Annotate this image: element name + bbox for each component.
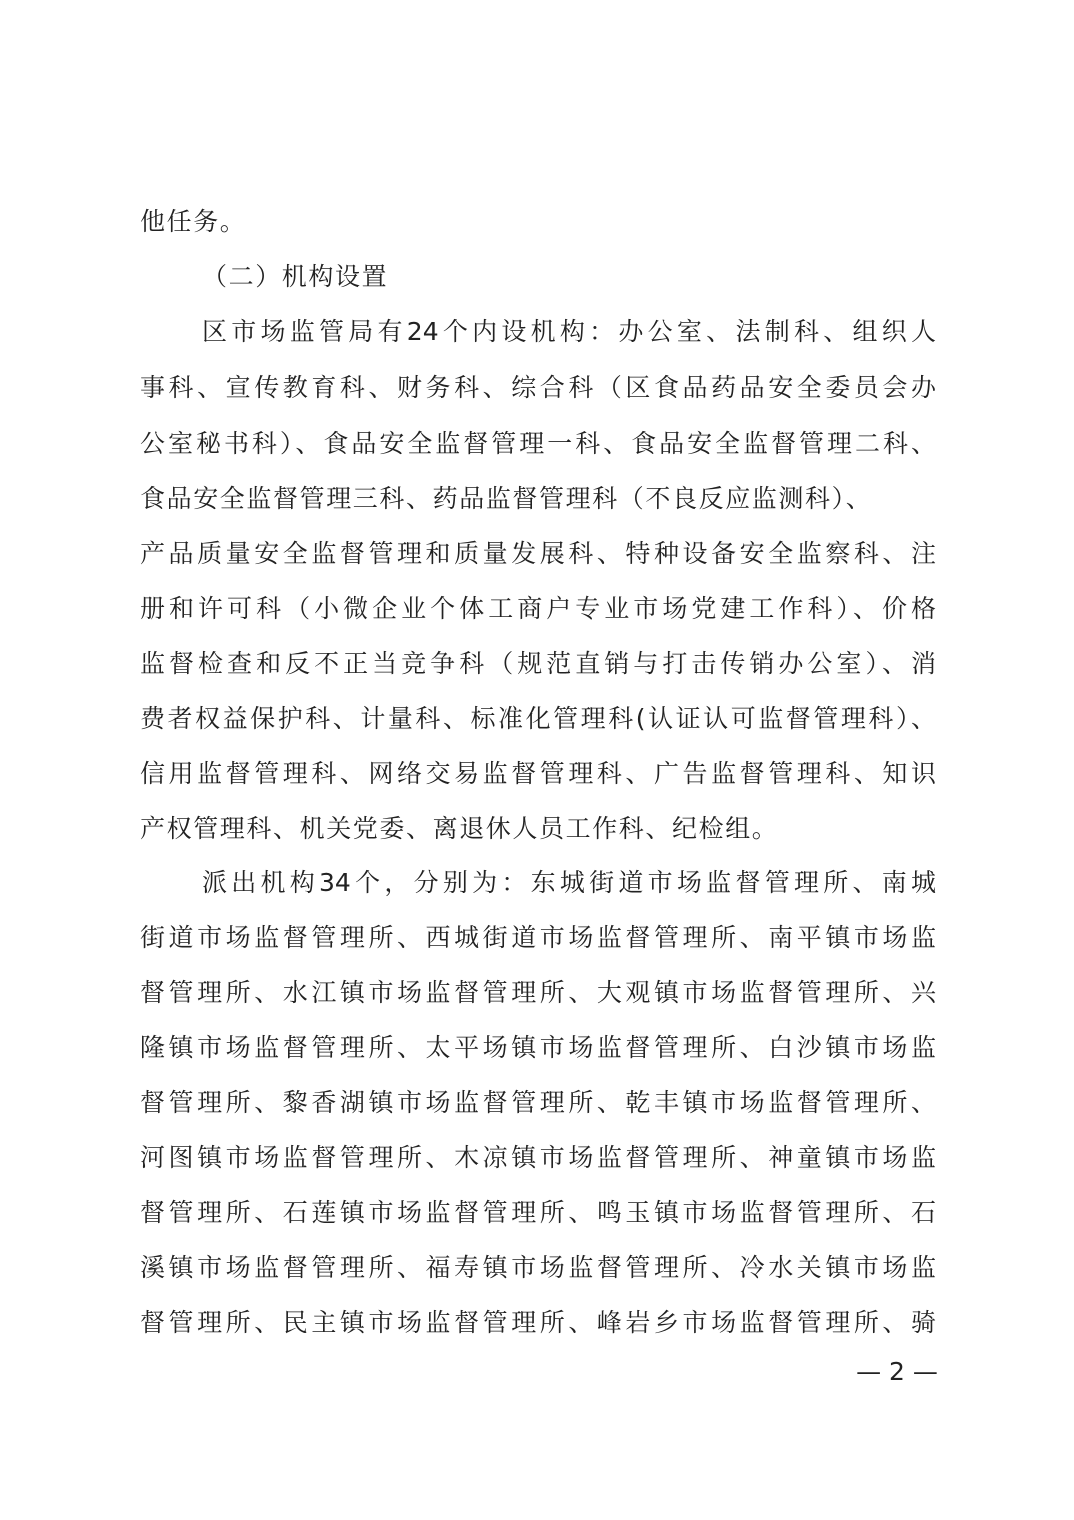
text-line: 隆镇市场监督管理所、太平场镇市场监督管理所、白沙镇市场监 xyxy=(140,1033,936,1062)
text-line: 公室秘书科）、食品安全监督管理一科、食品安全监督管理二科、 xyxy=(140,429,936,458)
text-line: 督管理所、民主镇市场监督管理所、峰岩乡市场监督管理所、骑 xyxy=(140,1308,936,1337)
text-line: 监督检查和反不正当竞争科（规范直销与打击传销办公室）、消 xyxy=(140,649,936,678)
text-line: 督管理所、石莲镇市场监督管理所、鸣玉镇市场监督管理所、石 xyxy=(140,1198,936,1227)
text-line: 溪镇市场监督管理所、福寿镇市场监督管理所、冷水关镇市场监 xyxy=(140,1253,936,1282)
text-line: 事科、宣传教育科、财务科、综合科（区食品药品安全委员会办 xyxy=(140,373,936,402)
text-line: 区市场监管局有24个内设机构：办公室、法制科、组织人 xyxy=(202,317,936,346)
text-line: 产品质量安全监督管理和质量发展科、特种设备安全监察科、注 xyxy=(140,539,936,568)
text-line: 督管理所、黎香湖镇市场监督管理所、乾丰镇市场监督管理所、 xyxy=(140,1088,936,1117)
text-line: 食品安全监督管理三科、药品监督管理科（不良反应监测科）、 xyxy=(140,484,873,513)
page-number: — 2 — xyxy=(856,1357,938,1386)
section-heading: （二）机构设置 xyxy=(202,262,389,291)
text-line: 派出机构34个，分别为：东城街道市场监督管理所、南城 xyxy=(202,868,936,897)
text-line: 产权管理科、机关党委、离退休人员工作科、纪检组。 xyxy=(140,814,779,843)
text-line: 费者权益保护科、计量科、标准化管理科(认证认可监督管理科）、 xyxy=(140,704,936,733)
text-line: 信用监督管理科、网络交易监督管理科、广告监督管理科、知识 xyxy=(140,759,936,788)
text-line: 街道市场监督管理所、西城街道市场监督管理所、南平镇市场监 xyxy=(140,923,936,952)
text-line: 河图镇市场监督管理所、木凉镇市场监督管理所、神童镇市场监 xyxy=(140,1143,936,1172)
text-line: 督管理所、水江镇市场监督管理所、大观镇市场监督管理所、兴 xyxy=(140,978,936,1007)
text-line: 册和许可科（小微企业个体工商户专业市场党建工作科）、价格 xyxy=(140,594,936,623)
text-line: 他任务。 xyxy=(140,207,247,236)
